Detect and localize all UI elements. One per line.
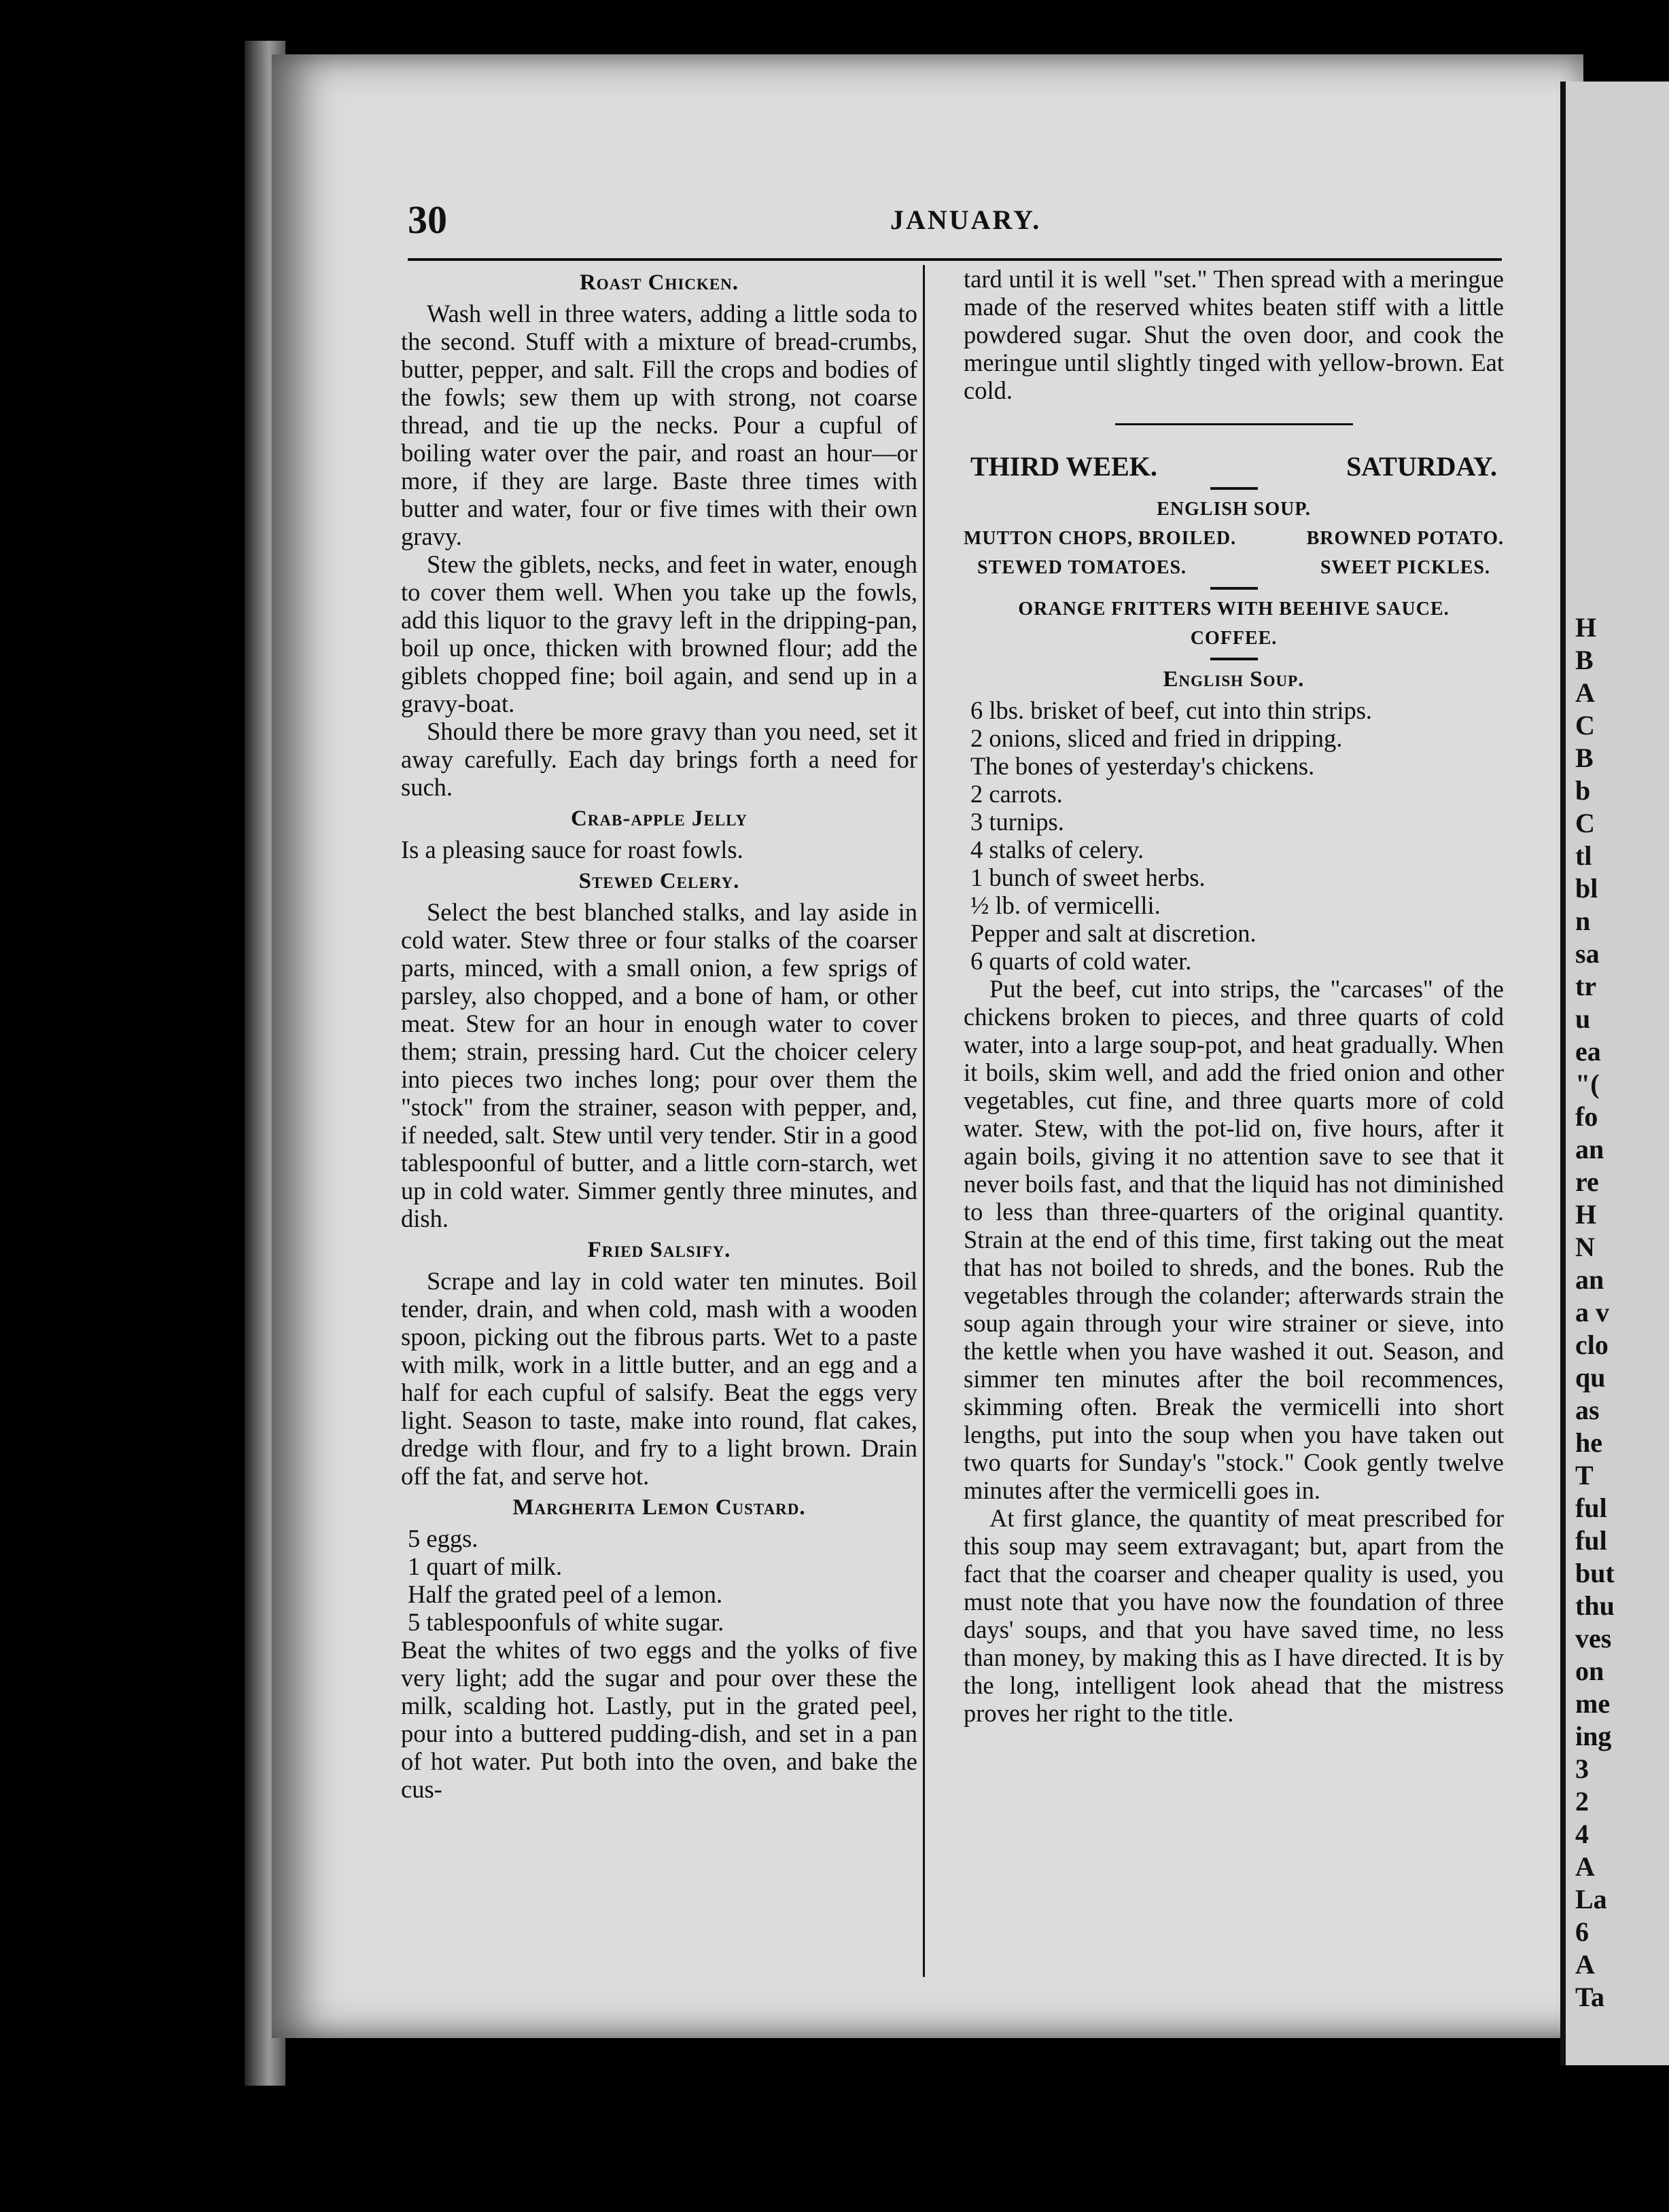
next-page-fragment: an [1575,1264,1604,1295]
next-page-fragment: b [1575,775,1591,806]
next-page-fragment: La [1575,1884,1607,1914]
next-page-fragment: ves [1575,1623,1612,1654]
next-page-fragment: bl [1575,873,1598,904]
ingredient-line: 3 turnips. [970,808,1064,836]
next-page-fragment: 6 [1575,1916,1589,1947]
menu-dessert: ORANGE FRITTERS WITH BEEHIVE SAUCE. [1018,599,1450,620]
next-page-fragment: n [1575,906,1591,936]
next-page-fragment: C [1575,710,1595,741]
column-divider [923,265,925,1977]
next-page-fragment: he [1575,1427,1602,1458]
next-page-fragment: but [1575,1558,1615,1588]
menu-item: STEWED TOMATOES. [977,557,1187,578]
next-page-fragment: 4 [1575,1819,1589,1849]
menu-item: MUTTON CHOPS, BROILED. [964,528,1237,549]
recipe-title-fried-salsify: Fried Salsify. [587,1238,731,1262]
next-page-edge [1560,82,1669,2065]
paragraph: Select the best blanched stalks, and lay aside in cold water. Stew three or four stalks of the coarser parts, minced, with a small onion, a few sprigs of parsley, also chopped, and a bone of ham, or other meat. Stew for an hour in enough water to cover them; strain, pressing hard. Cut the choicer celery into pieces two inches long; pour over them the "stock" from the strainer, season with pepper, and, if needed, salt. Stew until very tender. Stir in a good tablespoonful of butter, and a little corn-starch, wet up in cold water. Simmer gently three minutes, and dish. [401,898,917,1232]
ingredient-line: 6 quarts of cold water. [970,947,1192,975]
page-number: 30 [408,198,447,242]
next-page-fragment: me [1575,1688,1611,1719]
paragraph: At first glance, the quantity of meat prescribed for this soup may seem extravagant; but, apart from the fact that the coarser and cheaper quality is used, you must note that you have now the foundation of three days' soups, and that you have saved time, no less than money, by making this as I have directed. It is by the long, intelligent look ahead that the mistress proves her right to the title. [964,1504,1504,1727]
recipe-title-english-soup: English Soup. [1163,667,1305,692]
recipe-title-crab-apple: Crab-apple Jelly [570,806,748,831]
next-page-fragment: a v [1575,1297,1609,1327]
menu-heading [964,452,1504,480]
menu-rule [1210,658,1258,660]
next-page-fragment: on [1575,1656,1604,1686]
month-heading: JANUARY. [890,204,1042,235]
next-page-fragment: re [1575,1166,1599,1197]
right-column [964,265,1504,1727]
next-page-fragment: N [1575,1232,1595,1262]
ingredient-line: 1 bunch of sweet herbs. [970,863,1206,891]
next-page-fragment: A [1575,677,1595,708]
section-rule [1115,423,1353,425]
menu-row [964,524,1504,552]
paragraph: Should there be more gravy than you need, set it away carefully. Each day brings forth a need for such. [401,717,917,801]
next-page-fragment: ea [1575,1036,1601,1067]
paragraph: Wash well in three waters, adding a little soda to the second. Stuff with a mixture of bread-crumbs, butter, pepper, and salt. Fill the crops and bodies of the fowls; sew them up with strong, not coarse thread, and tie up the necks. Pour a cupful of boiling water over the pair, and roast an hour—or more, if they are large. Baste three times with butter and water, four or five times with their own gravy. [401,300,917,550]
next-page-fragment: ful [1575,1493,1607,1523]
next-page-fragment: "( [1575,1069,1600,1099]
paragraph: Put the beef, cut into strips, the "carcases" of the chickens broken to pieces, and three quarts of cold water, into a large soup-pot, and heat gradually. When it boils, skim well, and add the fried onion and other vegetables, cut fine, and three quarts more of cold water. Stew, with the pot-lid on, five hours, after it again boils, giving it no attention save to see that it never boils fast, and that the liquid has not diminished to less than three-quarters of the original quantity. Strain at the end of this time, first taking out the meat that has not boiled to shreds, and the bones. Rub the vegetables through the colander; afterwards strain the soup again through your wire strainer or sieve, into the kettle when you have washed it out. Season, and simmer ten minutes after the boil recommences, skimming often. Break the vermicelli into short lengths, put into the soup when you have taken out two quarts for Sunday's "stock." Cook gently twelve minutes after the vermicelli goes in. [964,975,1504,1504]
header-rule [408,258,1502,261]
menu-rule [1210,487,1258,490]
paragraph: Beat the whites of two eggs and the yolks of five very light; add the sugar and pour over these the milk, scalding hot. Lastly, put in the grated peel, pour into a buttered pudding-dish, and set in a pan of hot water. Put both into the oven, and bake the cus- [401,1636,917,1803]
next-page-fragment: qu [1575,1362,1606,1393]
next-page-fragment: clo [1575,1330,1609,1360]
menu-item: BROWNED POTATO. [1306,528,1504,549]
next-page-fragment: C [1575,808,1595,838]
next-page-fragment: T [1575,1460,1594,1491]
ingredient-line: ½ lb. of vermicelli. [970,891,1161,919]
next-page-fragment: tr [1575,971,1597,1001]
paragraph: Is a pleasing sauce for roast fowls. [401,836,743,863]
ingredient-line: Half the grated peel of a lemon. [408,1580,723,1608]
recipe-title-stewed-celery: Stewed Celery. [578,869,740,893]
next-page-fragment: H [1575,612,1597,643]
ingredient-line: 1 quart of milk. [408,1552,563,1580]
recipe-title-roast-chicken: Roast Chicken. [579,270,739,295]
next-page-fragment: 2 [1575,1786,1589,1817]
recipe-title-lemon-custard: Margherita Lemon Custard. [512,1495,806,1520]
ingredient-line: 6 lbs. brisket of beef, cut into thin strips. [970,696,1373,724]
paragraph: Stew the giblets, necks, and feet in water, enough to cover them well. When you take up the fowls, add this liquor to the gravy left in the dripping-pan, boil up once, thicken with browned flour; add the giblets chopped fine; boil again, and send up in a gravy-boat. [401,550,917,717]
next-page-fragment: ful [1575,1525,1607,1556]
menu-day: SATURDAY. [1346,451,1497,482]
ingredient-line: Pepper and salt at discretion. [970,919,1257,947]
ingredient-line: 2 carrots. [970,780,1063,808]
ingredient-line: 5 tablespoonfuls of white sugar. [408,1608,724,1636]
next-page-fragment: sa [1575,938,1600,969]
next-page-fragment: B [1575,645,1594,675]
menu-drink: COFFEE. [1190,628,1278,649]
menu-rule [1210,587,1258,590]
next-page-fragment: A [1575,1851,1595,1882]
next-page-fragment: tl [1575,840,1592,871]
next-page-fragment: an [1575,1134,1604,1164]
running-head [408,197,1495,251]
ingredient-line: The bones of yesterday's chickens. [970,752,1315,780]
next-page-fragment: thu [1575,1590,1615,1621]
paragraph: tard until it is well "set." Then spread with a meringue made of the reserved whites beaten stiff with a little powdered sugar. Shut the oven door, and cook the meringue until slightly tinged with yellow-brown. Eat cold. [964,265,1504,404]
next-page-fragment: H [1575,1199,1597,1230]
menu-week: THIRD WEEK. [970,451,1157,482]
menu-soup: ENGLISH SOUP. [1157,499,1311,520]
menu-row [964,554,1504,582]
menu-item: SWEET PICKLES. [1320,557,1490,578]
next-page-fragment: Ta [1575,1982,1605,2012]
paragraph: Scrape and lay in cold water ten minutes. Boil tender, drain, and when cold, mash with a wooden spoon, picking out the fibrous parts. Wet to a paste with milk, work in a little butter, and an egg and a half for each cupful of salsify. Beat the eggs very light. Season to taste, make into round, flat cakes, dredge with flour, and fry to a light brown. Drain off the fat, and serve hot. [401,1267,917,1490]
next-page-fragment: 3 [1575,1753,1589,1784]
next-page-fragment: u [1575,1003,1591,1034]
next-page-fragment: as [1575,1395,1600,1425]
ingredient-line: 5 eggs. [408,1524,478,1552]
next-page-fragment: fo [1575,1101,1598,1132]
ingredient-line: 4 stalks of celery. [970,836,1144,863]
left-column [401,265,917,1803]
ingredient-line: 2 onions, sliced and fried in dripping. [970,724,1343,752]
next-page-fragment: ing [1575,1721,1612,1751]
next-page-fragment: B [1575,743,1594,773]
next-page-fragment: A [1575,1949,1595,1980]
